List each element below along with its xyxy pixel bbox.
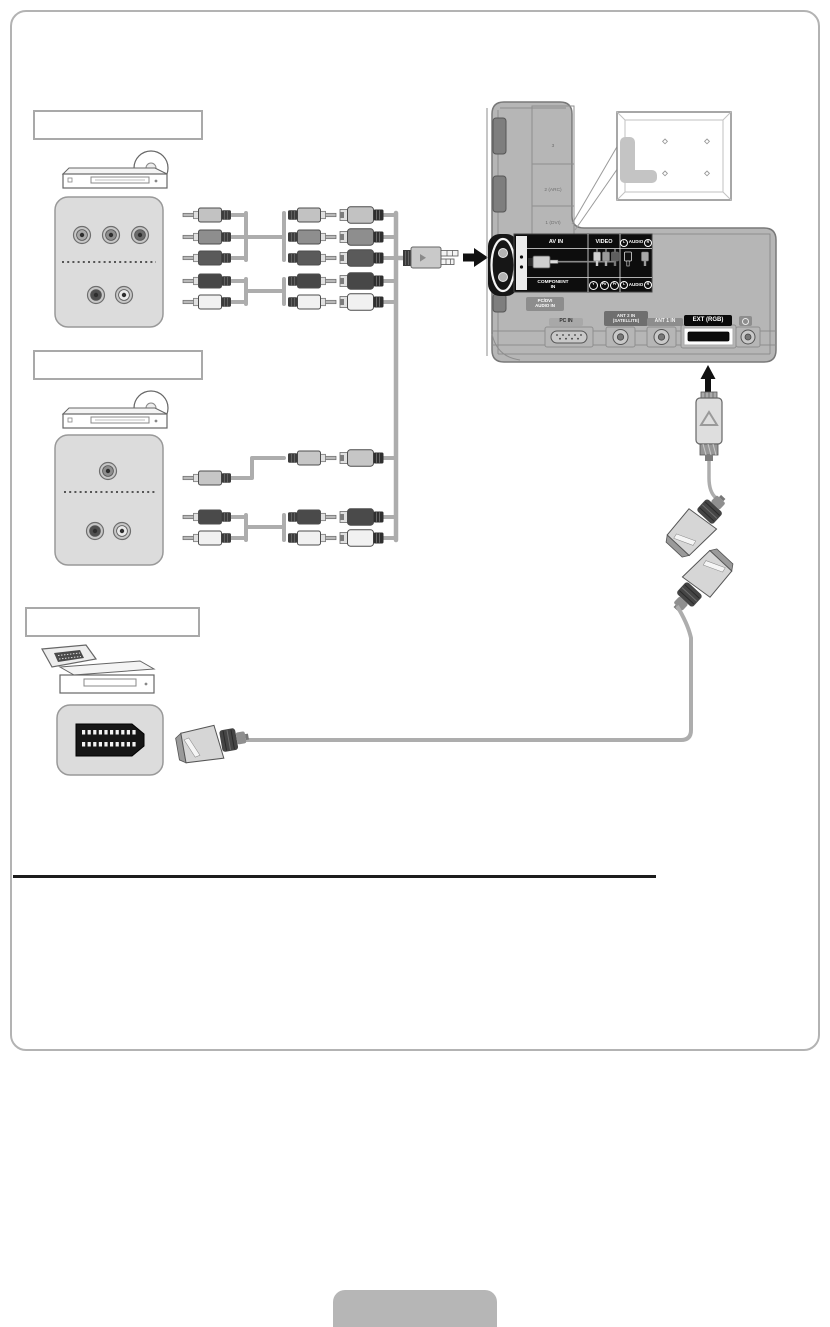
scart-plug-icon (175, 720, 252, 766)
pb-circle-icon: Pb (600, 281, 609, 290)
audio-l-jack-icon (116, 287, 133, 304)
component-y-jack-icon (74, 227, 91, 244)
video-label: VIDEO (595, 239, 613, 246)
component-pr-jack-icon (132, 227, 149, 244)
adapter-cable (709, 461, 716, 498)
audio-l-jack-icon (114, 523, 131, 540)
l-circle-icon: L (620, 281, 628, 289)
ext-rgb-badge: EXT (RGB) (684, 315, 732, 326)
audio-r-jack-icon (88, 287, 105, 304)
port-icon-badge (739, 316, 752, 326)
av-ports-panel (55, 435, 163, 565)
av-cable-routing (230, 458, 396, 540)
arrow-up-icon (701, 365, 716, 393)
footer-tab (333, 1290, 497, 1327)
audio-lr-label-2: L AUDIO R (620, 278, 652, 292)
component-ports-panel (55, 197, 163, 327)
divider-line (13, 875, 656, 878)
bottom-connector-row (545, 325, 760, 348)
dvd-player-icon (63, 391, 168, 428)
hdmi-port-label-3: 3 (551, 143, 555, 149)
scart-port-icon (684, 328, 733, 345)
video-jack-icon (100, 463, 117, 480)
antenna-jack-icon (654, 330, 669, 345)
pc-dvi-audio-in-badge: PC/DVI AUDIO IN (526, 297, 564, 311)
scart-female-port-icon (76, 724, 144, 756)
scart-adapter-icon (662, 485, 736, 561)
scart-cable (246, 606, 691, 740)
arrow-right-icon (463, 248, 488, 267)
l-circle-icon: L (620, 239, 628, 247)
ant1-in-badge: ANT 1 IN (647, 318, 683, 326)
side-usb-slot (493, 294, 506, 312)
hdmi-port-label-1dvi: 1 (DVI) (545, 220, 561, 226)
y-circle-icon: Y (589, 281, 598, 290)
scart-ports-panel (57, 705, 163, 775)
antenna-jack-icon (613, 330, 628, 345)
pr-circle-icon: Pr (610, 281, 619, 290)
dvd-player-icon (63, 151, 168, 188)
hdmi-port-label-2arc: 2 (ARC) (544, 187, 562, 193)
ant2-in-satellite-badge: ANT 2 IN (SATELLITE) (604, 311, 648, 326)
audio-r-jack-icon (87, 523, 104, 540)
scart-adapter-icon (663, 545, 737, 621)
av-in-label: AV IN (548, 239, 564, 246)
round-port-icon (742, 318, 749, 325)
av-adapter-plug-icon (403, 247, 458, 268)
vcr-player-icon (42, 645, 154, 693)
r-circle-icon: R (644, 239, 652, 247)
side-hdmi3-slot (493, 118, 506, 154)
ypbpr-label (588, 278, 620, 292)
component-in-label: COMPONENT IN (537, 279, 569, 290)
r-circle-icon: R (644, 281, 652, 289)
audio-lr-label: L AUDIO R (620, 238, 652, 247)
pc-in-badge: PC IN (549, 318, 583, 326)
component-pb-jack-icon (103, 227, 120, 244)
vga-connector-icon (551, 331, 587, 343)
wall-mount-inset (572, 112, 731, 230)
side-hdmi2-slot (493, 176, 506, 212)
round-port-icon (741, 330, 755, 344)
proprietary-connector-icon (696, 392, 722, 461)
